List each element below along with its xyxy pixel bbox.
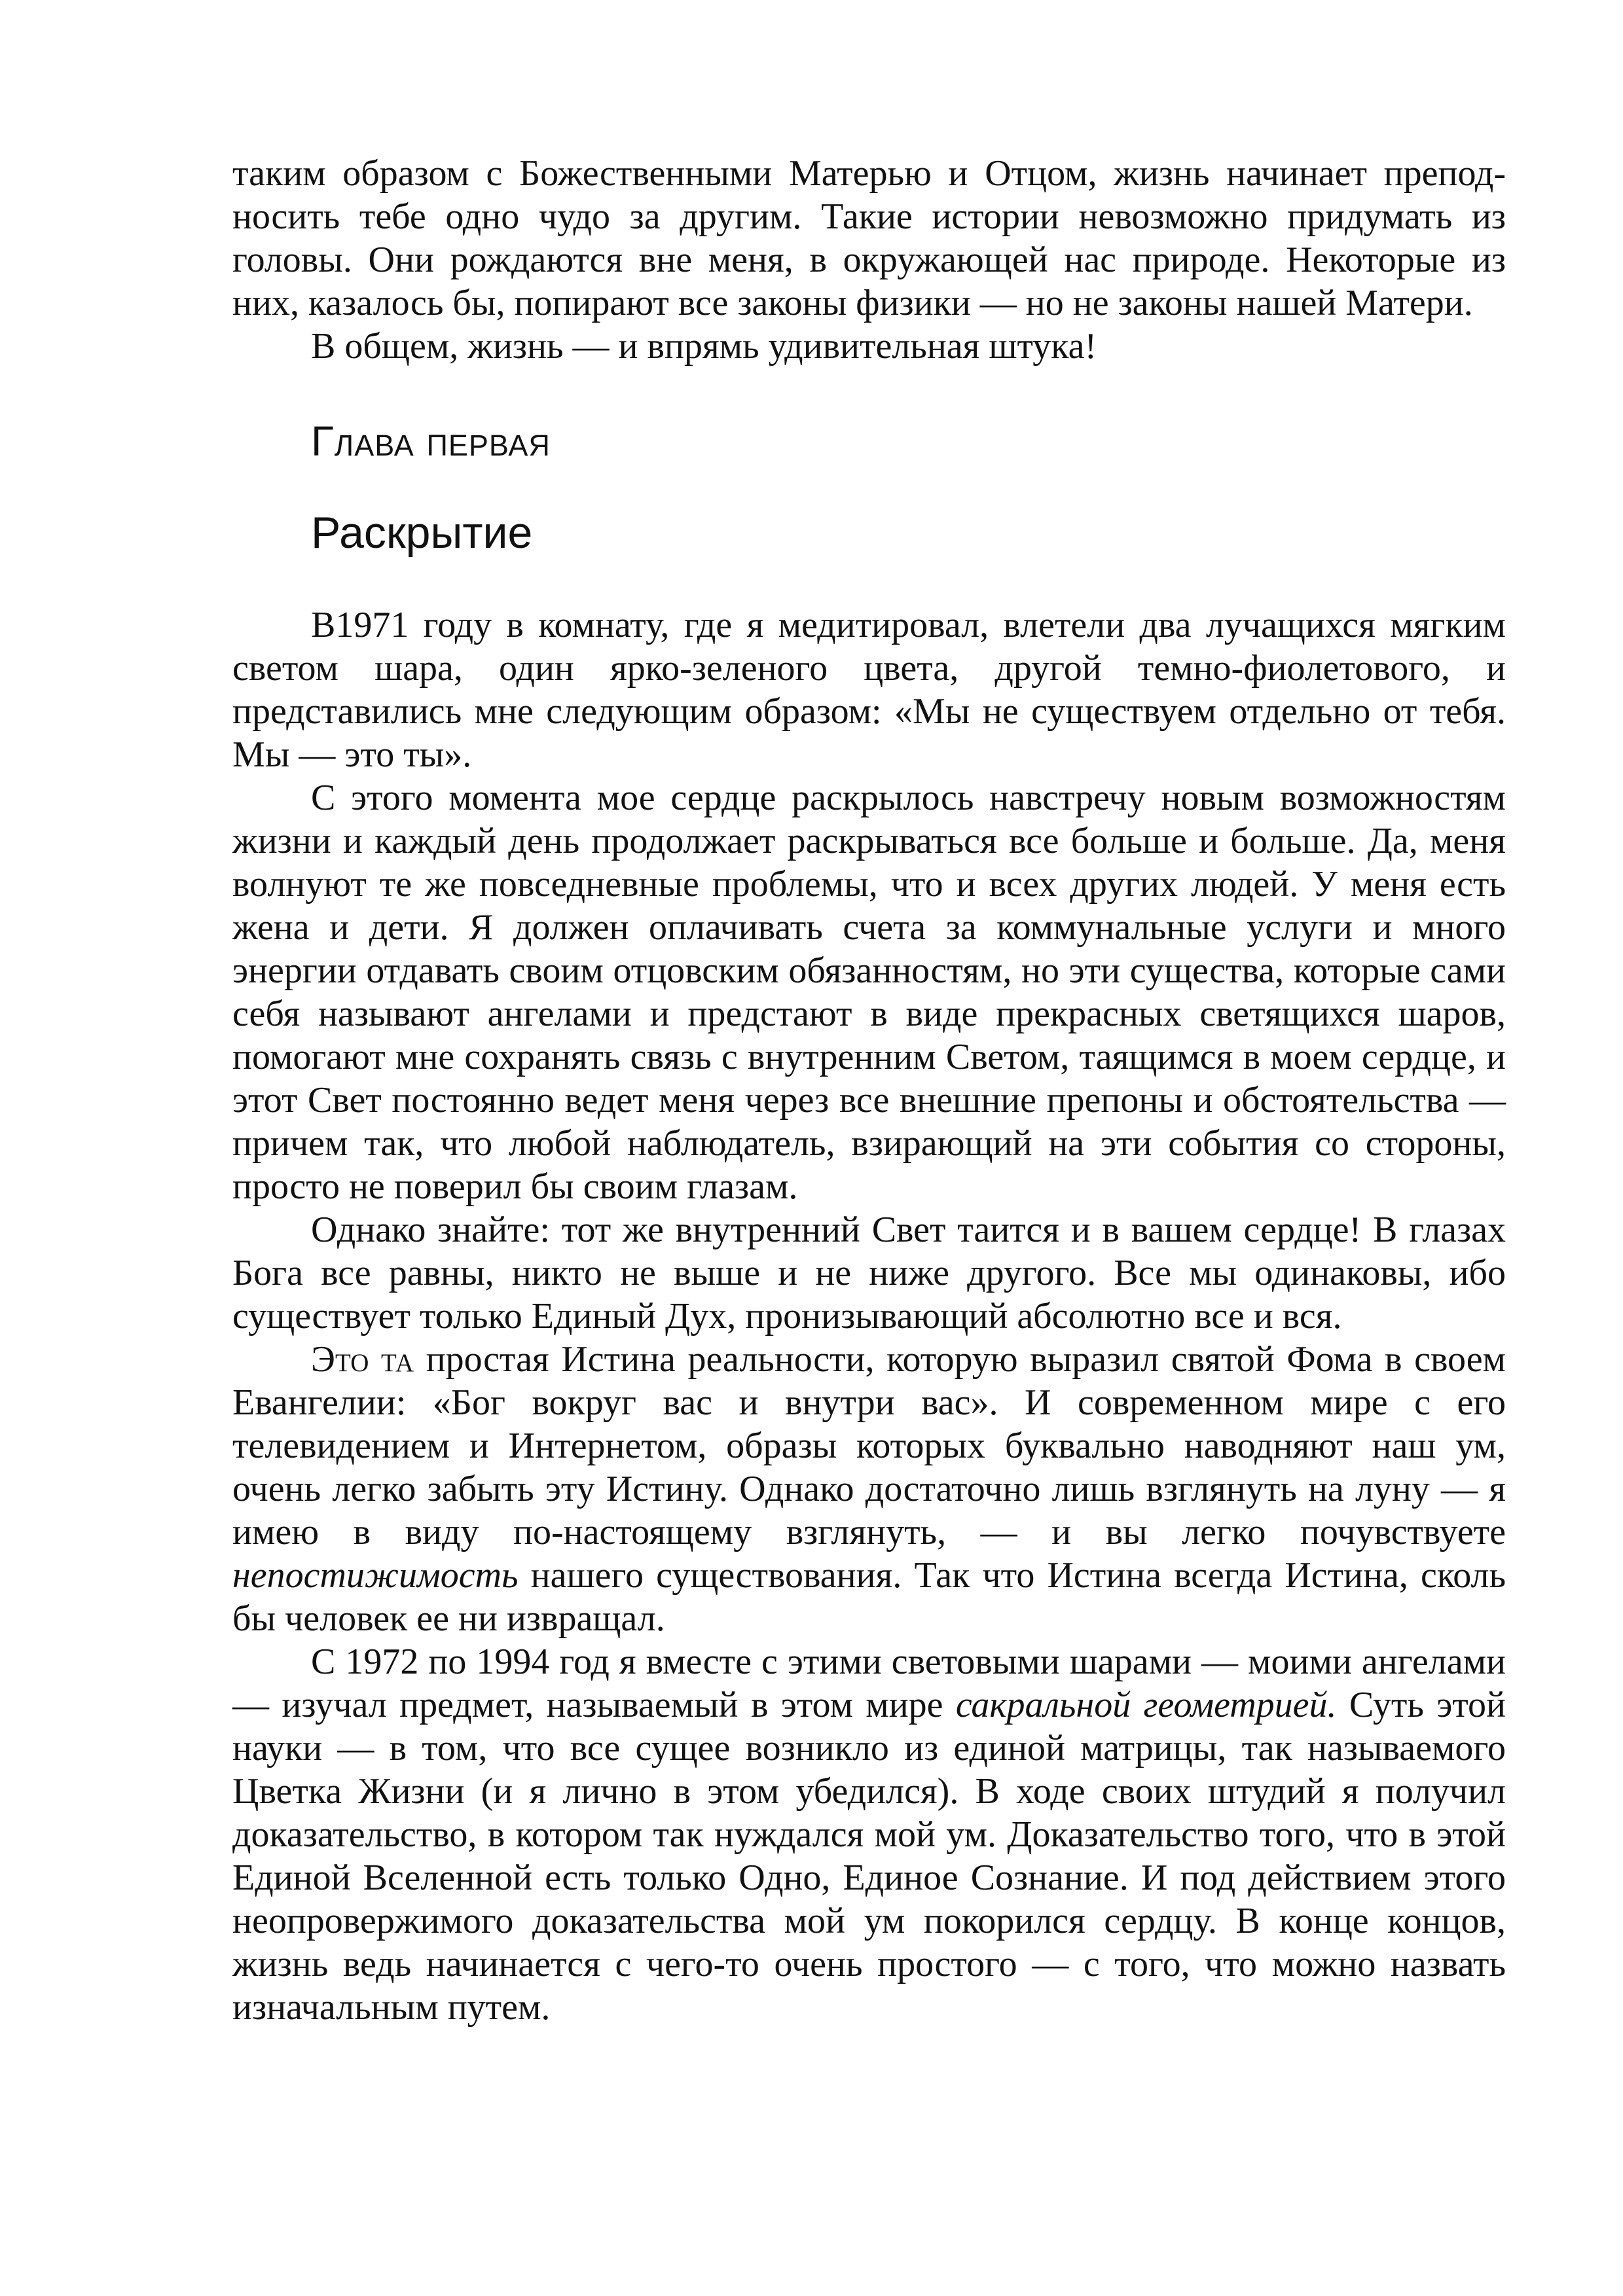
paragraph-text: нашего существования. Так что Истина всегда Истина, сколь бы человек ее ни извращал. xyxy=(232,1555,1506,1639)
italic-term: сакральной геометрией. xyxy=(955,1685,1337,1725)
intro-paragraph-1: таким образом с Божественными Матерью и Отцом, жизнь начинает препод-носить тебе одно чудо за другим. Такие истории невозможно придумать из головы. Они рождаются вне меня, в окружающей нас природе. Некоторые из них, казалось бы, попирают все законы физики — но не законы нашей Матери. xyxy=(232,153,1506,323)
paragraph-text: Суть этой науки — в том, что все сущее возникло из единой матрицы, так называемого Цветка Жизни (и я лично в этом убедился). В ходе своих штудий я получил доказательство, в котором так нуждался мой ум. Доказательство того, что в этой Единой Вселенной есть только Одно, Единое Сознание. И под действием этого неопровержимого доказательства мой ум покорился сердцу. В конце концов, жизнь ведь начинается с чего-то очень простого — с того, что можно назвать изначальным путем. xyxy=(232,1685,1506,2028)
paragraph-text: С 1972 по 1994 год я вместе с этими световыми шарами — моими ангелами — изучал предмет, называемый в этом мире xyxy=(232,1641,1506,1725)
body-paragraph-2: С этого момента мое сердце раскрылось навстречу новым возможностям жизни и каждый день продолжает раскрываться все больше и больше. Да, меня волнуют те же повседневные проблемы, что и всех других людей. У меня есть жена и дети. Я должен оплачивать счета за коммунальные услуги и много энергии отдавать своим отцовским обязанностям, но эти существа, которые сами себя называют ангелами и предстают в виде прекрасных светящихся шаров, помогают мне сохранять связь с внутренним Светом, таящимся в моем сердце, и этот Свет постоянно ведет меня через все внешние препоны и обстоятельства — причем так, что любой наблюдатель, взирающий на эти события со стороны, просто не поверил бы своим глазам. xyxy=(232,778,1506,1207)
book-page xyxy=(232,152,1506,2029)
body-paragraph-4 xyxy=(232,1338,1506,1640)
small-caps-lead: Это та xyxy=(311,1339,414,1380)
chapter-title: Раскрытие xyxy=(311,508,533,558)
body-paragraph-1: В1971 году в комнату, где я медитировал, влетели два лучащихся мягким светом шара, один ярко-зеленого цвета, другой темно-фиолетового, и представились мне следующим образом: «Мы не существуем отдельно от тебя. Мы — это ты». xyxy=(232,605,1506,775)
chapter-number: Глава первая xyxy=(311,418,551,465)
body-paragraph-3: Однако знайте: тот же внутренний Свет таится и в вашем сердце! В глазах Бога все равны, никто не выше и не ниже другого. Все мы одинаковы, ибо существует только Единый Дух, пронизывающий абсолютно все и вся. xyxy=(232,1210,1506,1336)
italic-term: непостижимость xyxy=(232,1555,519,1596)
body-paragraph-5 xyxy=(232,1640,1506,2029)
intro-paragraph-2: В общем, жизнь — и впрямь удивительная штука! xyxy=(311,326,1097,367)
paragraph-text: простая Истина реальности, которую выразил святой Фома в своем Евангелии: «Бог вокруг вас и внутри вас». И современном мире с его телевидением и Интернетом, образы которых буквально наводняют наш ум, очень легко забыть эту Истину. Однако достаточно лишь взглянуть на луну — я имею в виду по-настоящему взглянуть, — и вы легко почувствуете xyxy=(232,1339,1506,1552)
